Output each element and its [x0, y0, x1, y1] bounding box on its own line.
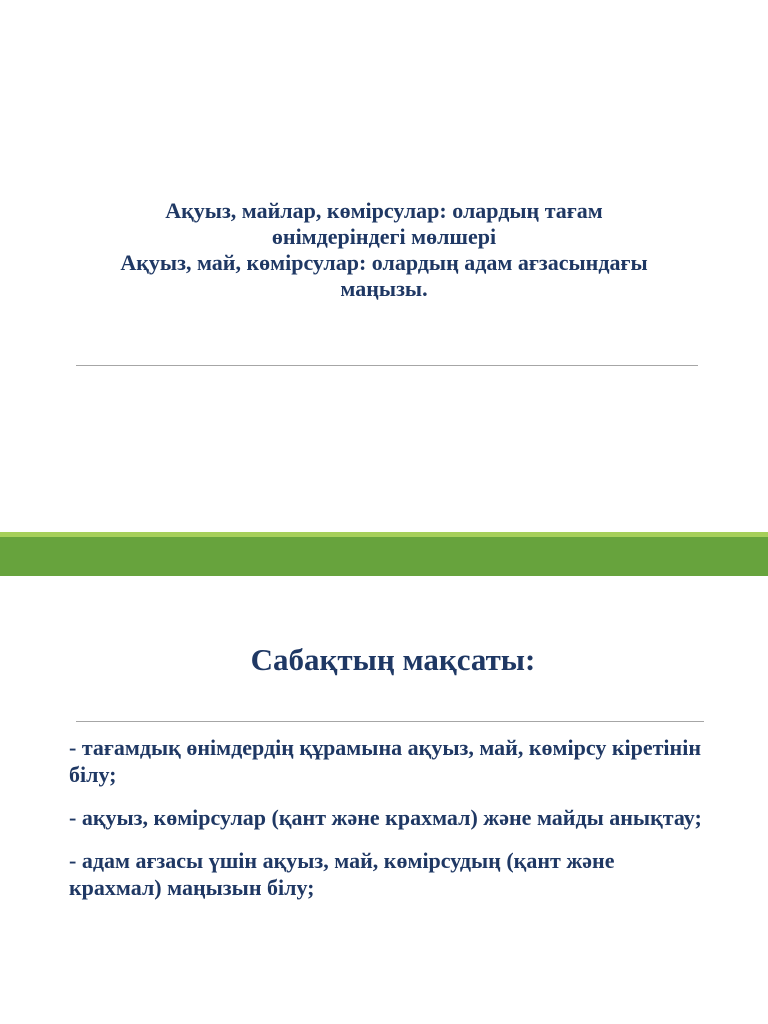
objectives-slide [0, 576, 768, 1024]
title-line-3: Ақуыз, май, көмірсулар: олардың адам ағзасындағы [120, 250, 648, 275]
objective-item-3: - адам ағзасы үшін ақуыз, май, көмірсудың (қант және крахмал) маңызын білу; [69, 848, 615, 900]
title-divider-line [76, 365, 698, 366]
objective-item-1: - тағамдық өнімдердің құрамына ақуыз, май, көмірсу кіретінін білу; [69, 735, 701, 787]
objectives-heading: Сабақтың мақсаты: [250, 642, 536, 677]
title-line-4: маңызы. [340, 276, 428, 301]
objective-item-2: - ақуыз, көмірсулар (қант және крахмал) және майды анықтау; [69, 805, 702, 830]
title-line-2: өнімдеріндегі мөлшері [271, 224, 497, 249]
slide-title [60, 198, 708, 302]
slide-separator-band [0, 532, 768, 576]
objectives-list [69, 734, 709, 917]
objectives-divider-line [76, 721, 704, 722]
separator-dark-stripe [0, 537, 768, 576]
title-line-1: Ақуыз, майлар, көмірсулар: олардың тағам [165, 198, 603, 223]
